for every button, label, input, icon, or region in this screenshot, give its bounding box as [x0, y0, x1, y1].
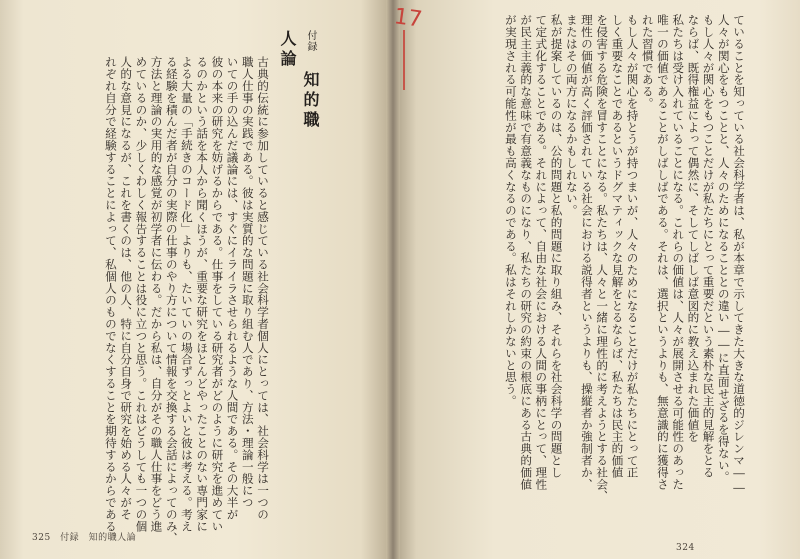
text-line: 職人仕事の実践である。彼は実質的な問題に取り組む人であり、方法・理論一般につ [240, 56, 255, 509]
text-line: よる大量の「手続きのコード化」よりも、たいていの場合ずっとよいと彼は考える。考え [179, 56, 194, 532]
text-line: が民主主義的な意味で有意義なものになり、私たちの研究の約束の根底にある古典的価値 [519, 14, 534, 490]
text-line: るのかという話を本人から聞くほうが、重要な研究をほとんどやったことのない専門家に [195, 56, 210, 532]
text-line: ていることを知っている社会科学者は、私が本章で示してきた大きな道徳的ジレンマ―― [732, 14, 746, 495]
text-line: 唯一の価値であることがしばしばである。それは、選択というよりも、無意識的に獲得さ [655, 14, 670, 490]
red-margin-line [403, 30, 405, 90]
right-body-text [430, 14, 746, 502]
red-margin-mark: 17 [392, 4, 424, 33]
text-line: 理性の価値が高く評価されている社会における説得者というよりも、操縦者か強制者か、 [579, 14, 594, 490]
text-line: ならば、既得権益によって偶然に、そしてしばしば意図的に教え込まれた価値を [686, 14, 701, 443]
text-line: 人々が関心をもつことと、人々のためになることとの違い――に直面せざるを得ない。 [716, 14, 731, 483]
text-line: しく重要なことであるというドグマティックな見解をとるならば、私たちは民主的価値 [610, 14, 625, 479]
text-line: て定式化することである。それによって、自由な社会における人間の事柄にとって、理性 [534, 14, 549, 490]
appendix-heading [276, 30, 322, 150]
text-line: いての手の込んだ議論には、すぐにイライラさせられるような人間である。その大半が [225, 56, 240, 521]
text-line: 古典的伝統に参加していると感じている社会科学者個人にとっては、社会科学は一つの [256, 56, 270, 521]
text-line: 私たちは受け入れていることになる。これらの価値は、人々が展開させる可能性のあった [671, 14, 686, 490]
text-line: を侵害する危険を冒すことになる。私たちは、人々と一緒に理性的に考えようとする社会、 [595, 14, 610, 502]
text-line: めているのか、少しくわしく報告することは役に立つと思う。これはどうしても一つの個 [134, 56, 149, 532]
text-line: もし人々が関心を持とうが持つまいが、人々のためになることだけが私たちにとって正 [625, 14, 640, 479]
text-line: れた習慣である。 [640, 14, 655, 110]
text-line: またはその両方になるかもしれない。 [564, 14, 579, 217]
left-folio: 325 付録 知的職人論 [32, 533, 137, 543]
text-line: 私が提案しているのは、公的問題と私的問題に取り組み、それらを社会科学の問題とし [549, 14, 564, 479]
section-title: 知的職人論 [278, 30, 320, 131]
text-line: 方法と理論の実用的な感覚が初学者に伝わる。だから私は、自分がその職人仕事をどう進 [149, 56, 164, 532]
text-line: 人的な意見になるが、これを書くのは、他の人、特に自分自身で研究を始める人々がそ [119, 56, 134, 521]
text-line: る経験を積んだ者が自分の実際の仕事のやり方について情報を交換する会話によってのみ、 [164, 56, 179, 544]
text-line: れぞれ自分で経験することによって、私個人のものでなくすることを期待するからである。 [103, 56, 118, 544]
text-line: が実現される可能性が最も高くなるのである。私はそれしかないと思う。 [503, 14, 518, 407]
text-line: 彼の本来の研究を妨げるからである。仕事をしている研究者がどのように研究を進めてい [210, 56, 225, 532]
right-folio: 324 [676, 543, 695, 553]
text-line: もし人々が関心をもつことだけが私たちにとって重要だという素朴な民主的見解をとる [701, 14, 716, 479]
book-gutter [386, 0, 400, 559]
section-tag: 付録 [305, 30, 316, 52]
